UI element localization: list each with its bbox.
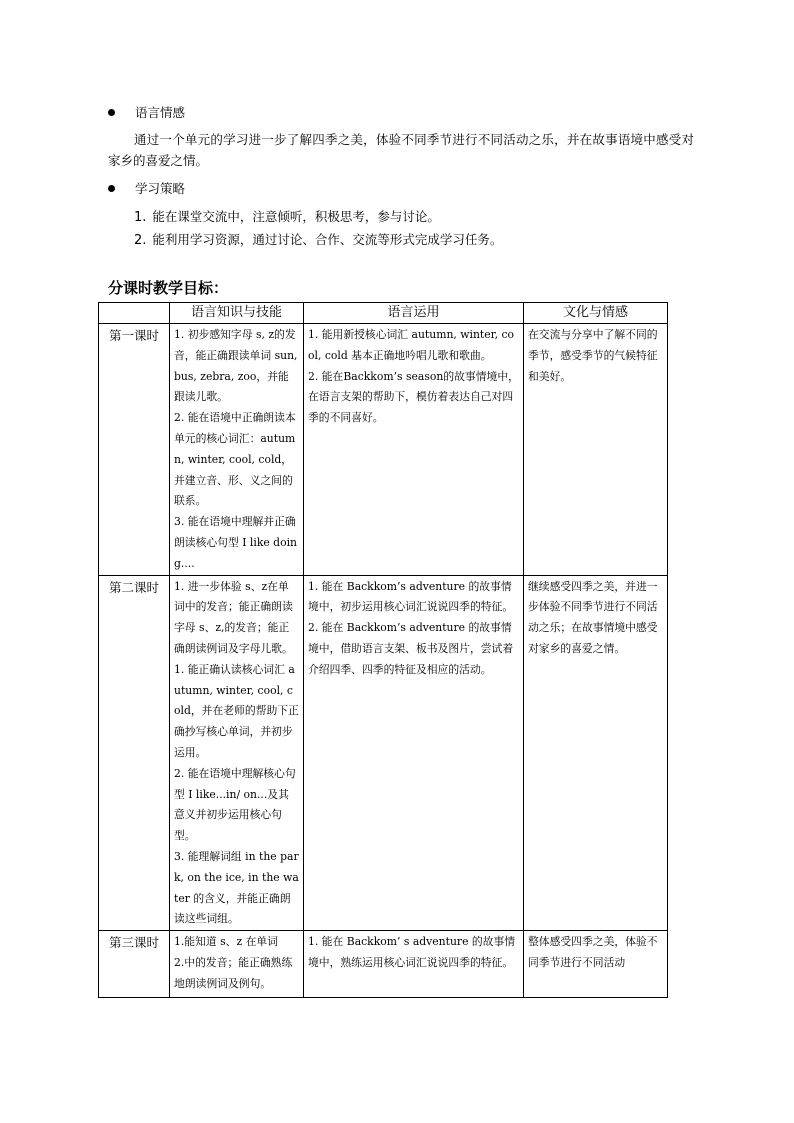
table-header-row xyxy=(99,303,668,324)
usage-cell xyxy=(304,575,524,931)
culture-item: 继续感受四季之美，并进一步体验不同季节进行不同活动之乐；在故事情境中感受对家乡的喜爱之情。 xyxy=(528,579,658,655)
header-culture: 文化与情感 xyxy=(524,303,668,324)
knowledge-cell xyxy=(170,931,304,998)
header-knowledge: 语言知识与技能 xyxy=(170,303,304,324)
table-row xyxy=(99,575,668,931)
learning-strategy-heading-row xyxy=(108,179,185,197)
usage-item: 2. 能在Backkom’s season的故事情境中，在语言支架的帮助下，模仿着表达自己对四季的不同喜好。 xyxy=(308,369,519,425)
knowledge-cell xyxy=(170,575,304,931)
strategy-item-text: 能利用学习资源，通过讨论、合作、交流等形式完成学习任务。 xyxy=(152,232,503,247)
usage-item: 1. 能在 Backkom’s adventure 的故事情境中，初步运用核心词汇说说四季的特征。 xyxy=(308,579,514,614)
bullet-icon xyxy=(108,185,115,192)
language-emotion-paragraph: 通过一个单元的学习进一步了解四季之美，体验不同季节进行不同活动之乐，并在故事语境中感受对家乡的喜爱之情。 xyxy=(108,132,694,168)
usage-cell xyxy=(304,931,524,998)
knowledge-item: 3. 能理解词组 in the park, on the ice, in the water 的含义，并能正确朗读这些词组。 xyxy=(174,849,299,926)
strategy-item-number: 1. xyxy=(134,210,147,225)
language-emotion-heading: 语言情感 xyxy=(135,105,186,120)
usage-item: 1. 能用新授核心词汇 autumn, winter, cool, cold 基本正确地吟唱儿歌和歌曲。 xyxy=(308,328,515,362)
knowledge-item: 1. 进一步体验 s、z在单词中的发音；能正确朗读字母 s、z,的发音；能正确朗读例词及字母儿歌。 xyxy=(174,579,293,655)
lesson-cell: 第一课时 xyxy=(99,324,170,576)
header-usage: 语言运用 xyxy=(304,303,524,324)
lesson-goals-table xyxy=(98,302,668,998)
culture-item: 整体感受四季之美，体验不同季节进行不同活动 xyxy=(528,935,658,969)
knowledge-item: 2.中的发音；能正确熟练地朗读例词及例句。 xyxy=(174,955,293,990)
usage-item: 1. 能在 Backkom’ s adventure 的故事情境中，熟练运用核心词汇说说四季的特征。 xyxy=(308,935,516,969)
culture-cell xyxy=(524,324,668,576)
culture-item: 在交流与分享中了解不同的季节，感受季节的气候特征和美好。 xyxy=(528,328,658,383)
usage-item: 2. 能在 Backkom’s adventure 的故事情境中，借助语言支架、板书及图片，尝试着介绍四季、四季的特征及相应的活动。 xyxy=(308,621,514,676)
table-row xyxy=(99,324,668,576)
bullet-icon xyxy=(108,109,115,116)
knowledge-item: 1.能知道 s、z 在单词 xyxy=(174,935,278,949)
knowledge-item: 1. 初步感知字母 s, z的发音，能正确跟读单词 sun, bus, zebra, zoo，并能跟读儿歌。 xyxy=(174,328,298,404)
strategy-item xyxy=(134,230,502,248)
culture-cell xyxy=(524,575,668,931)
knowledge-item: 1. 能正确认读核心词汇 autumn, winter, cool, cold，并在老师的帮助下正确抄写核心单词，并初步运用。 xyxy=(174,662,299,759)
knowledge-item: 3. 能在语境中理解并正确朗读核心句型 I like doing.... xyxy=(174,515,297,570)
culture-cell xyxy=(524,931,668,998)
strategy-item xyxy=(134,207,440,225)
knowledge-cell xyxy=(170,324,304,576)
strategy-item-text: 能在课堂交流中，注意倾听，积极思考，参与讨论。 xyxy=(152,209,440,224)
lesson-cell: 第三课时 xyxy=(99,931,170,998)
language-emotion-heading-row xyxy=(108,103,185,121)
table-row xyxy=(99,931,668,998)
header-empty xyxy=(99,303,170,324)
knowledge-item: 2. 能在语境中正确朗读本单元的核心词汇：autumn, winter, cool, cold，并建立音、形、义之间的联系。 xyxy=(174,411,296,508)
usage-cell xyxy=(304,324,524,576)
learning-strategy-heading: 学习策略 xyxy=(135,181,186,196)
lesson-cell: 第二课时 xyxy=(99,575,170,931)
lesson-goals-title: 分课时教学目标： xyxy=(108,279,229,297)
knowledge-item: 2. 能在语境中理解核心句型 I like...in/ on...及其意义并初步运用核心句型。 xyxy=(174,766,296,843)
strategy-item-number: 2. xyxy=(134,233,147,248)
